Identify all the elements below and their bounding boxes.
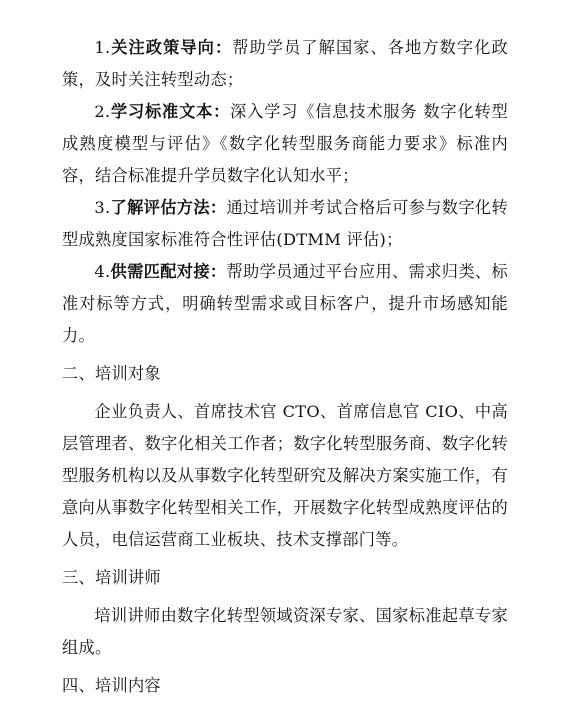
item-number: 4.	[94, 262, 111, 281]
item-label: 供需匹配对接：	[110, 262, 227, 281]
list-item-policy	[62, 32, 508, 96]
item-text: 通过培训并考试合格后可参与数字化转型成熟度国家标准符合性评估(DTMM 评估)；	[62, 198, 508, 249]
item-number: 3.	[94, 198, 111, 217]
section-heading-content: 四、培训内容	[62, 676, 161, 695]
item-label: 了解评估方法：	[110, 198, 227, 217]
list-item-matching	[62, 256, 508, 352]
section-body-trainees: 企业负责人、首席技术官 CTO、首席信息官 CIO、中高层管理者、数字化相关工作者；数字化转型服务商、数字化转型服务机构以及从事数字化转型研究及解决方案实施工作，有意向从事数字化转型相关工作，开展数字化转型成熟度评估的人员，电信运营商工业板块、技术支撑部门等。	[62, 402, 508, 549]
section-heading-trainees: 二、培训对象	[62, 364, 161, 383]
item-label: 关注政策导向：	[110, 38, 233, 57]
item-number: 2.	[94, 102, 111, 121]
section-heading-lecturers: 三、培训讲师	[62, 568, 161, 587]
list-item-standards	[62, 96, 508, 192]
item-text: 帮助学员了解国家、各地方数字化政策，及时关注转型动态；	[62, 38, 508, 89]
section-body-lecturers: 培训讲师由数字化转型领域资深专家、国家标准起草专家组成。	[62, 606, 508, 657]
item-label: 学习标准文本：	[110, 102, 231, 121]
item-text: 帮助学员通过平台应用、需求归类、标准对标等方式，明确转型需求或目标客户，提升市场感知能力。	[62, 262, 508, 345]
item-number: 1.	[94, 38, 111, 57]
item-text: 深入学习《信息技术服务 数字化转型成熟度模型与评估》《数字化转型服务商能力要求》标准内容，结合标准提升学员数字化认知水平；	[62, 102, 508, 185]
list-item-evaluation	[62, 192, 508, 256]
